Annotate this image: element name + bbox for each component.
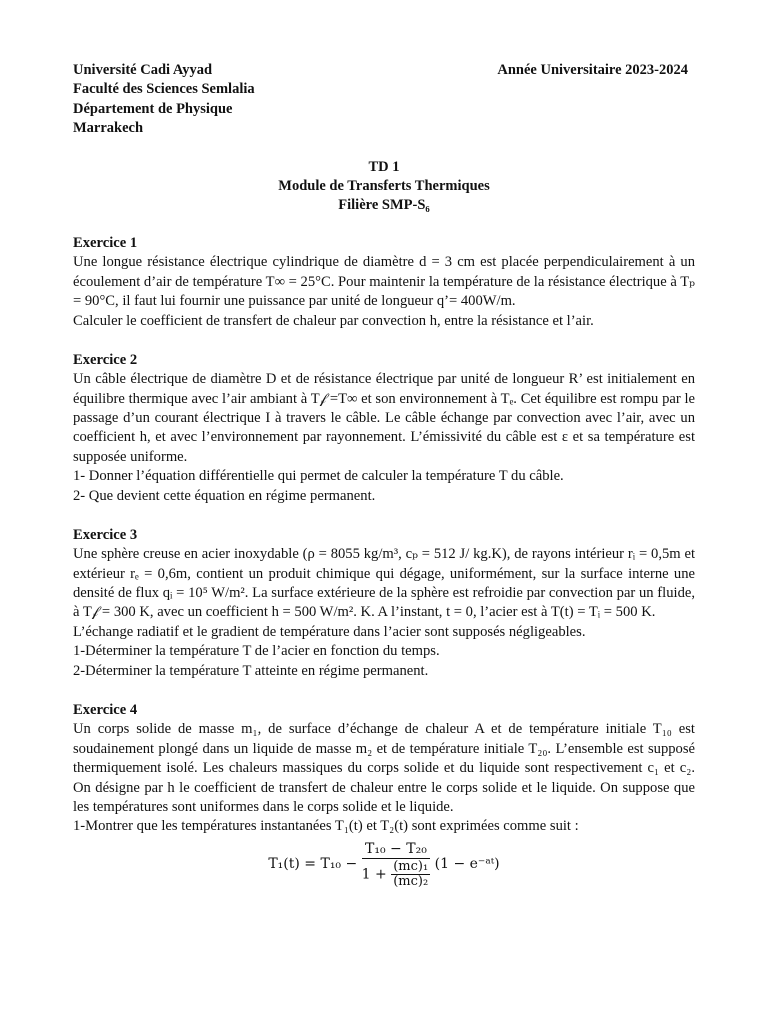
formula-inner-fraction [391, 860, 430, 889]
exercise-statement: Un câble électrique de diamètre D et de résistance électrique par unité de longueur R’ est initialement en équilibre thermique avec l’air ambiant à T𝒻 =T∞ et son environnement à Tₑ. Cet équilibre est rompu par le passage d’un courant électrique I à travers le câble. Le câble échange par convection avec l’air, avec un coefficient h, et avec l’environnement par rayonnement. L’émissivité du câble est ε et sa température est supposée uniforme. [73, 371, 695, 465]
exercise-title: Exercice 3 [73, 526, 138, 543]
exercise-question: 1-Déterminer la température T de l’acier en fonction du temps. [73, 643, 440, 660]
exercise-question: 2- Que devient cette équation en régime permanent. [73, 487, 376, 504]
city-name: Marrakech [73, 119, 144, 136]
title-td: TD 1 [368, 159, 400, 175]
exercise-title: Exercice 4 [73, 701, 138, 718]
exercise-2 [73, 351, 695, 507]
university-name: Université Cadi Ayyad [73, 62, 213, 78]
exercise-note: L’échange radiatif et le gradient de température dans l’acier sont supposés négligeables. [73, 623, 586, 640]
exercise-3 [73, 526, 695, 682]
academic-year: Année Universitaire 2023-2024 [497, 62, 688, 78]
exercise-question: 1-Montrer que les températures instantanées T₁(t) et T₂(t) sont exprimées comme suit : [73, 818, 579, 835]
institution-header [73, 61, 255, 138]
formula-lhs: T₁(t) = T₁₀ − [268, 856, 358, 873]
exercise-1 [73, 234, 695, 331]
formula-inner-denominator: (mc)₂ [393, 873, 429, 889]
department-name: Département de Physique [73, 100, 233, 117]
exercise-statement: Une longue résistance électrique cylindrique de diamètre d = 3 cm est placée perpendiculairement à un écoulement d’air de température T∞ = 25°C. Pour maintenir la température de la résistance électrique à Tₚ = 90°C, il faut lui fournir une puissance par unité de longueur q’= 400W/m. [73, 254, 695, 310]
exercises [73, 234, 695, 889]
formula-rhs: (1 − e⁻ᵃᵗ) [434, 856, 500, 873]
formula-den-prefix: 1 + [361, 866, 387, 883]
exercise-question: Calculer le coefficient de transfert de chaleur par convection h, entre la résistance et l’air. [73, 312, 594, 329]
faculty-name: Faculté des Sciences Semlalia [73, 81, 255, 98]
exercise-title: Exercice 1 [73, 235, 138, 251]
formula-inner-numerator: (mc)₁ [393, 858, 429, 874]
exercise-statement: Un corps solide de masse m₁, de surface d’échange de chaleur A et de température initiale T₁₀ est soudainement plongé dans un liquide de masse m₂ et de température initiale T₂₀. L’ensemble est supposé thermiquement isolé. Les chaleurs massiques du corps solide et du liquide sont respectivement c₁ et c₂. On désigne par h le coefficient de transfert de chaleur entre le corps solide et le liquide. On suppose que les températures sont uniformes dans le corps solide et le liquide. [73, 721, 695, 815]
exercise-question: 1- Donner l’équation différentielle qui permet de calculer la température T du câble. [73, 468, 564, 485]
formula-fraction [362, 841, 431, 889]
exercise-4 [73, 701, 695, 889]
exercise-title: Exercice 2 [73, 351, 138, 368]
title-module: Module de Transferts Thermiques [278, 178, 490, 194]
formula-denominator [362, 859, 431, 889]
exercise-statement: Une sphère creuse en acier inoxydable (ρ = 8055 kg/m³, cₚ = 512 J/ kg.K), de rayons intérieur rᵢ = 0,5m et extérieur rₑ = 0,6m, contient un produit chimique qui dégage, uniformément, sur la surface interne une densité de flux qᵢ = 10⁵ W/m². La surface extérieure de la sphère est refroidie par convection par un fluide, à T𝒻 = 300 K, avec un coefficient h = 500 W/m². K. A l’instant, t = 0, l’acier est à T(t) = Tᵢ = 500 K. [73, 546, 695, 621]
title-filiere: Filière SMP-S₆ [338, 197, 430, 213]
temperature-formula [73, 841, 695, 889]
exercise-question: 2-Déterminer la température T atteinte en régime permanent. [73, 662, 429, 679]
formula-numerator: T₁₀ − T₂₀ [362, 841, 431, 859]
document-title [0, 158, 768, 215]
